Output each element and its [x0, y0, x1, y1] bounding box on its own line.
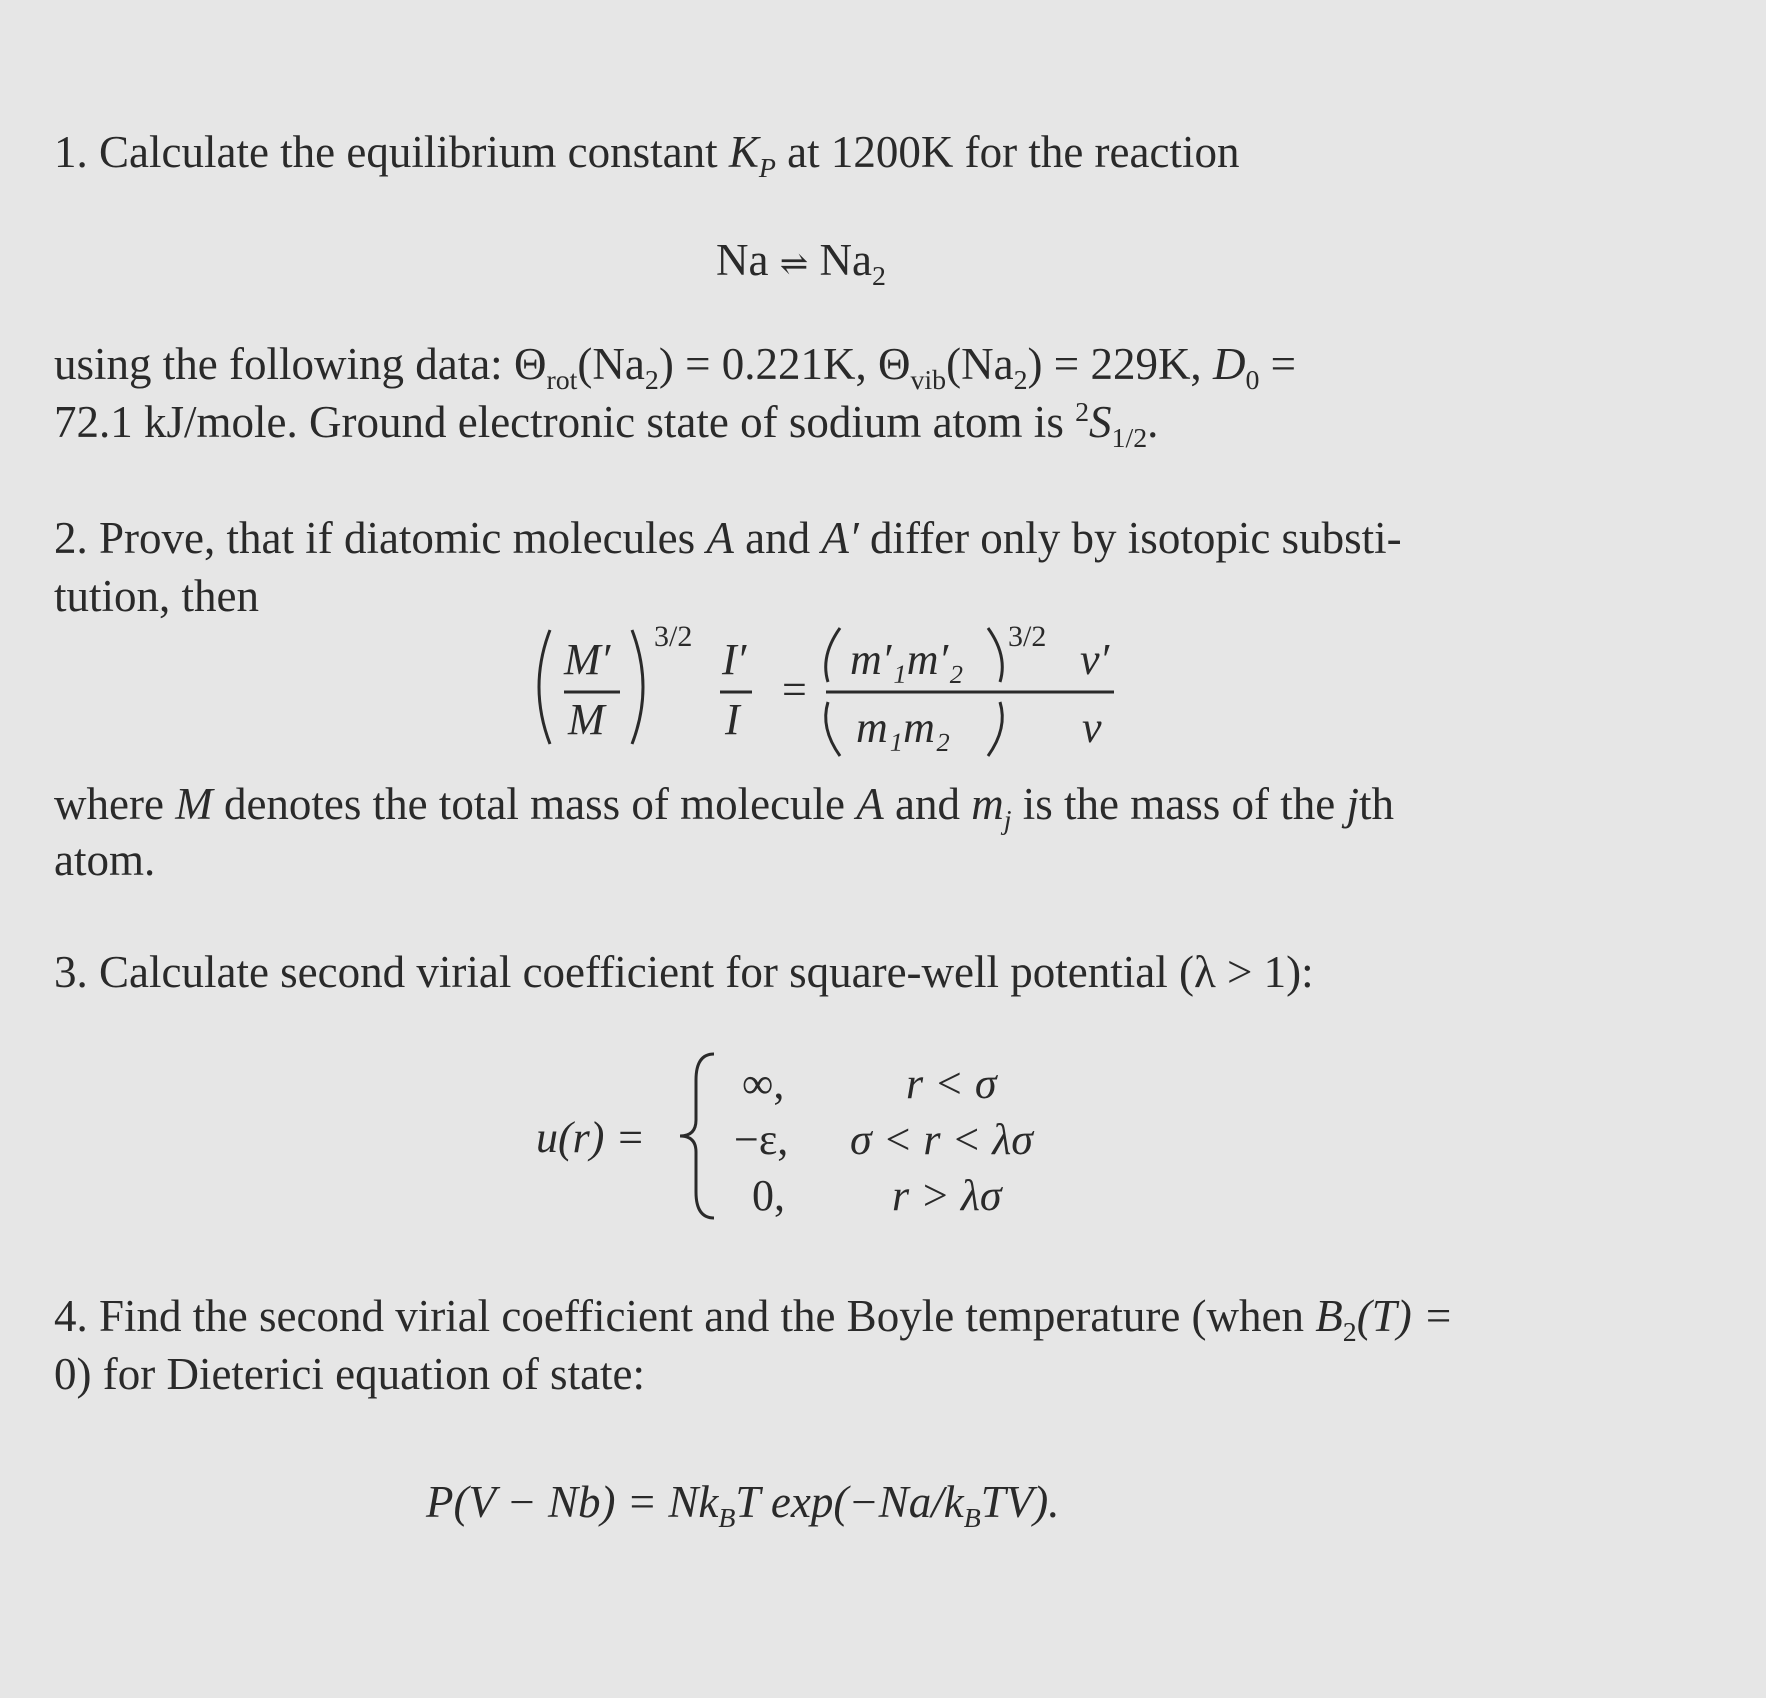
problem-2-line-2: [54, 568, 259, 624]
jth-word: jth: [1346, 779, 1394, 829]
problem-4-text: Find the second virial coefficient and the Boyle temperature (when: [99, 1291, 1305, 1341]
rhs-numerator: m′₁m′₂: [850, 635, 964, 684]
rhs-paren-close-bottom: [988, 702, 1002, 756]
equals-sign: =: [1270, 339, 1297, 389]
problem-2-text-tail: differ only by isotopic substi-: [869, 513, 1402, 563]
ground-state-text: Ground electronic state of sodium atom is: [309, 397, 1064, 447]
reactant: Na: [716, 235, 769, 285]
molecule-a-prime: A′: [821, 513, 859, 563]
problem-1-line-3: [54, 394, 1159, 454]
potential-lhs: u(r) =: [536, 1113, 646, 1162]
where-and: and: [895, 779, 961, 829]
problem-1-line-1: [54, 124, 1240, 184]
and-word: and: [745, 513, 811, 563]
problem-2-line-1: [54, 510, 1402, 566]
problem-2-text: Prove, that if diatomic molecules: [99, 513, 696, 563]
b2-symbol: $B_2(T)$ =: [1315, 1291, 1454, 1348]
problem-3-number: 3.: [54, 947, 88, 997]
problem-1-intro-tail: at 1200K for the reaction: [787, 127, 1240, 177]
where-mid-text: denotes the total mass of molecule: [223, 779, 846, 829]
theta-vib-value: 229K,: [1090, 339, 1202, 389]
theta-vib: $\Theta_{vib}(Na_2)$: [877, 339, 1043, 396]
rhs-denominator: m₁m₂: [856, 703, 951, 752]
where-prefix: where: [54, 779, 164, 829]
case-3-value: 0,: [752, 1171, 785, 1220]
problem-4-line-2: [54, 1346, 645, 1402]
equals-sign: =: [1053, 339, 1080, 389]
nu-denominator: ν: [1082, 703, 1102, 752]
lhs-exponent: 3/2: [654, 620, 693, 653]
mass-mj: $m_j$: [971, 779, 1012, 836]
brace: [680, 1054, 714, 1218]
problem-3-line-1: [54, 944, 1314, 1000]
equals-sign: =: [685, 339, 711, 389]
rhs-paren-open-bottom: [826, 702, 840, 756]
inertia-denominator: I: [725, 695, 740, 744]
problem-2-number: 2.: [54, 513, 88, 563]
problem-1-intro: Calculate the equilibrium constant: [99, 127, 718, 177]
lhs-denominator: M: [568, 695, 605, 744]
mass-symbol-m: M: [175, 779, 213, 829]
problem-3-text: Calculate second virial coefficient for square-well potential: [99, 947, 1168, 997]
equilibrium-arrow: ⇌: [779, 246, 809, 283]
problem-1-line-2: [54, 336, 1297, 396]
problem-2-where-line-2: [54, 832, 155, 888]
nu-numerator: ν′: [1080, 635, 1110, 684]
dieterici-equation: $P(V - Nb) = Nk_BT$ $\exp(-Na/k_BTV)$.: [426, 1477, 1060, 1534]
problem-1-number: 1.: [54, 127, 88, 177]
rhs-exponent: 3/2: [1008, 620, 1047, 653]
molecule-a-ref: A: [856, 779, 884, 829]
where-tail-text: is the mass of the: [1022, 779, 1336, 829]
case-3-condition: r > λσ: [892, 1171, 1002, 1220]
product: $Na_2$: [819, 235, 886, 292]
problem-4-number: 4.: [54, 1291, 88, 1341]
theta-rot: $\Theta_{rot}(Na_2)$: [513, 339, 674, 396]
data-prefix: using the following data:: [54, 339, 503, 389]
theta-rot-value: 0.221K,: [721, 339, 867, 389]
problem-4-line-1: [54, 1288, 1454, 1348]
isotope-formula: [520, 612, 1140, 762]
case-1-value: ∞,: [742, 1059, 785, 1108]
term-symbol: $^2S_{1/2}$.: [1075, 397, 1159, 454]
rhs-paren-close-top: [988, 628, 1002, 682]
dissociation-energy-value: 72.1 kJ/mole.: [54, 397, 298, 447]
molecule-a: A: [706, 513, 734, 563]
d0-symbol: $D_0$: [1212, 339, 1260, 396]
problem-2-text-2: tution, then: [54, 571, 259, 621]
left-paren-open: [539, 630, 550, 744]
case-2-condition: σ < r < λσ: [850, 1115, 1033, 1164]
inertia-numerator: I′: [722, 635, 747, 684]
problem-2-where-line-1: [54, 776, 1394, 836]
problem-4-text-2: 0) for Dieterici equation of state:: [54, 1349, 646, 1399]
lambda-condition: (λ > 1):: [1178, 947, 1314, 997]
reaction-equation: [716, 232, 886, 293]
left-paren-close: [632, 630, 643, 744]
where-line-2: atom.: [54, 835, 156, 885]
kp-symbol: $K_P$: [728, 127, 776, 184]
case-2-value: −ε,: [734, 1115, 789, 1164]
square-well-potential: [530, 1040, 1090, 1230]
formula-equals: =: [782, 665, 807, 714]
rhs-paren-open-top: [826, 628, 840, 682]
case-1-condition: r < σ: [906, 1059, 997, 1108]
lhs-numerator: M′: [564, 635, 611, 684]
